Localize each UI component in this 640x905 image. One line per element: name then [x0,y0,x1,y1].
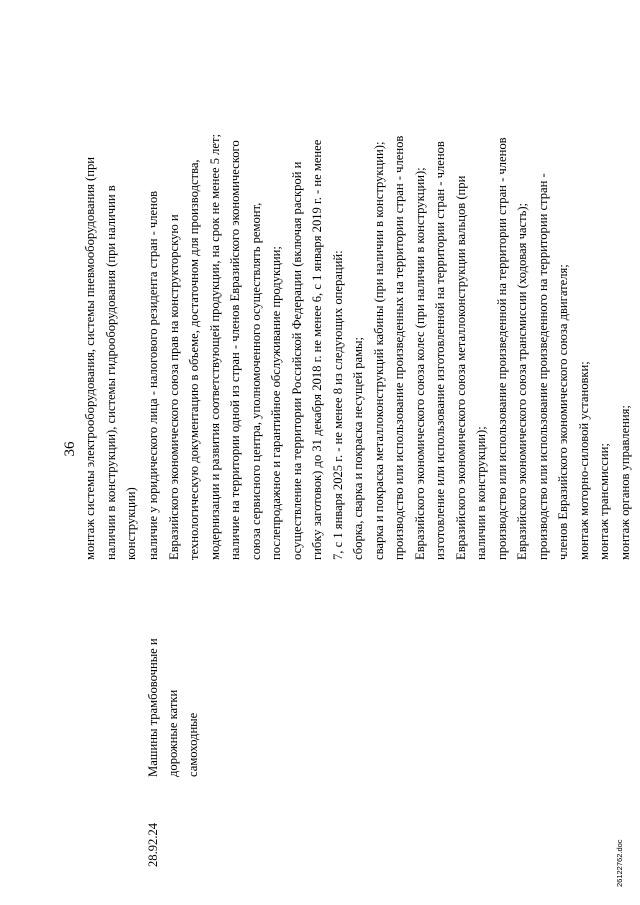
requirement-line: союза сервисного центра, уполномоченного осуществлять ремонт, [248,202,263,560]
requirement-line: послепродажное и гарантийное обслуживание продукции; [269,246,283,560]
requirement-line: Евразийского экономического союза прав на конструкторскую и [166,214,181,560]
continuation-line: наличии в конструкции), системы гидрооборудования (при наличии в [103,185,118,560]
requirement-line: наличие на территории одной из стран - членов Евразийского экономического [228,140,242,560]
requirement-line: производство или использование произведенного на территории стран - [535,173,550,560]
requirement-line: Евразийского экономического союза трансмиссии (ходовая часть); [515,202,529,560]
requirement-line: наличие у юридического лица - налогового резидента стран - членов [146,190,160,560]
requirement-line: технологическую документацию в объеме, достаточном для производства, [187,159,201,560]
product-name [143,567,203,777]
requirement-line: монтаж органов управления; [617,405,632,560]
requirement-line: производство или использование произведенных на территории стран - членов [392,135,406,560]
product-line: дорожные катки [166,689,180,777]
requirement-line: монтаж моторно-силовой установки; [576,361,591,560]
document-id: 26122762.doc [615,839,624,887]
continuation-line: конструкции) [124,487,138,560]
okpd-code: 28.92.24 [146,822,160,867]
requirement-line: изготовление или использование изготовленной на территории стран - членов [433,141,447,560]
requirement-line: гибку заготовок) до 31 декабря 2018 г. не менее 6, с 1 января 2019 г. - не менее [310,139,324,560]
requirements-text [143,25,635,560]
requirement-line: наличии в конструкции); [474,426,488,560]
requirement-line: модернизации и развития соответствующей продукции, на срок не менее 5 лет; [207,133,222,560]
requirement-line: осуществление на территории Российской Федерации (включая раскрой и [289,161,304,560]
requirement-line: сборка, сварка и покраска несущей рамы; [351,336,365,560]
requirement-line: 7, с 1 января 2025 г. - не менее 8 из следующих операций: [330,250,345,560]
continuation-line: монтаж системы электрооборудования, системы пневмооборудования (при [83,157,97,560]
requirement-line: Евразийского экономического союза колес (при наличии в конструкции); [412,167,427,560]
requirement-line: монтаж трансмиссии; [597,443,611,560]
continuation-text [80,40,142,560]
product-line: самоходные [186,712,200,777]
requirement-line: членов Евразийского экономического союза двигателя; [556,264,570,560]
requirement-line: производство или использование произведенной на территории стран - членов [494,137,509,560]
requirement-line: Евразийского экономического союза металлоконструкции вальцов (при [453,175,468,560]
product-line: Машины трамбовочные и [146,638,160,777]
page-number: 36 [62,441,78,457]
requirement-line: сварка и покраска металлоконструкций кабины (при наличии в конструкции); [371,141,386,560]
